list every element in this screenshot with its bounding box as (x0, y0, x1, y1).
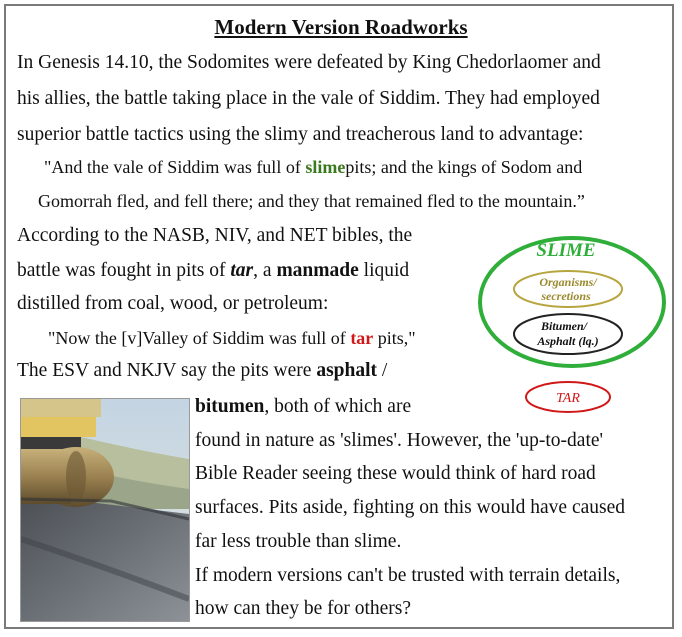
nasb-line-2: battle was fought in pits of tar, a manmade liquid (17, 260, 410, 281)
tar-keyword: tar (230, 260, 254, 281)
bitumen-keyword: bitumen (195, 396, 265, 417)
organisms-label-1: Organisms/ (539, 275, 597, 289)
bitumen-label-2: Asphalt (lq.) (537, 334, 599, 348)
slime-label: SLIME (536, 240, 596, 261)
nasb-line-1: According to the NASB, NIV, and NET bibles, the (17, 225, 413, 246)
esv-line-1: The ESV and NKJV say the pits were asphalt / (17, 360, 388, 381)
esv-line-4: Bible Reader seeing these would think of hard road (195, 463, 596, 484)
page-frame (4, 4, 674, 629)
slime-keyword: slime (305, 157, 346, 177)
nasb-quote: "Now the [v]Valley of Siddim was full of tar pits," (48, 328, 416, 348)
intro-line-1: In Genesis 14.10, the Sodomites were defeated by King Chedorlaomer and (17, 52, 601, 73)
intro-line-3: superior battle tactics using the slimy and treacherous land to advantage: (17, 124, 584, 145)
esv-line-3: found in nature as 'slimes'. However, the 'up-to-date' (195, 430, 604, 451)
intro-line-2: his allies, the battle taking place in the vale of Siddim. They had employed (17, 88, 600, 109)
kjv-quote-post: pits; and the kings of Sodom and (345, 157, 583, 177)
esv-line-7: If modern versions can't be trusted with terrain details, (195, 565, 621, 586)
road-roller-photo (20, 398, 190, 622)
esv-line-6: far less trouble than slime. (195, 531, 402, 552)
esv-line-2: bitumen, both of which are (195, 396, 412, 417)
manmade-keyword: manmade (276, 260, 359, 281)
kjv-quote-line-1 (44, 155, 582, 179)
organisms-label-2: secretions (541, 289, 591, 303)
nasb-line-3: distilled from coal, wood, or petroleum: (17, 293, 329, 314)
esv-line-8: how can they be for others? (195, 598, 412, 619)
kjv-quote-line-2: Gomorrah fled, and fell there; and they that remained fled to the mountain.” (38, 191, 585, 211)
tar-label: TAR (556, 391, 580, 406)
asphalt-keyword: asphalt (316, 360, 378, 381)
bitumen-label-1: Bitumen/ (540, 319, 588, 333)
slime-tar-diagram (476, 234, 676, 424)
esv-line-5: surfaces. Pits aside, fighting on this would have caused (195, 497, 625, 518)
tar-quote-keyword: tar (350, 328, 374, 348)
kjv-quote-pre: "And the vale of Siddim was full of (44, 157, 306, 177)
page-title: Modern Version Roadworks (214, 15, 468, 39)
